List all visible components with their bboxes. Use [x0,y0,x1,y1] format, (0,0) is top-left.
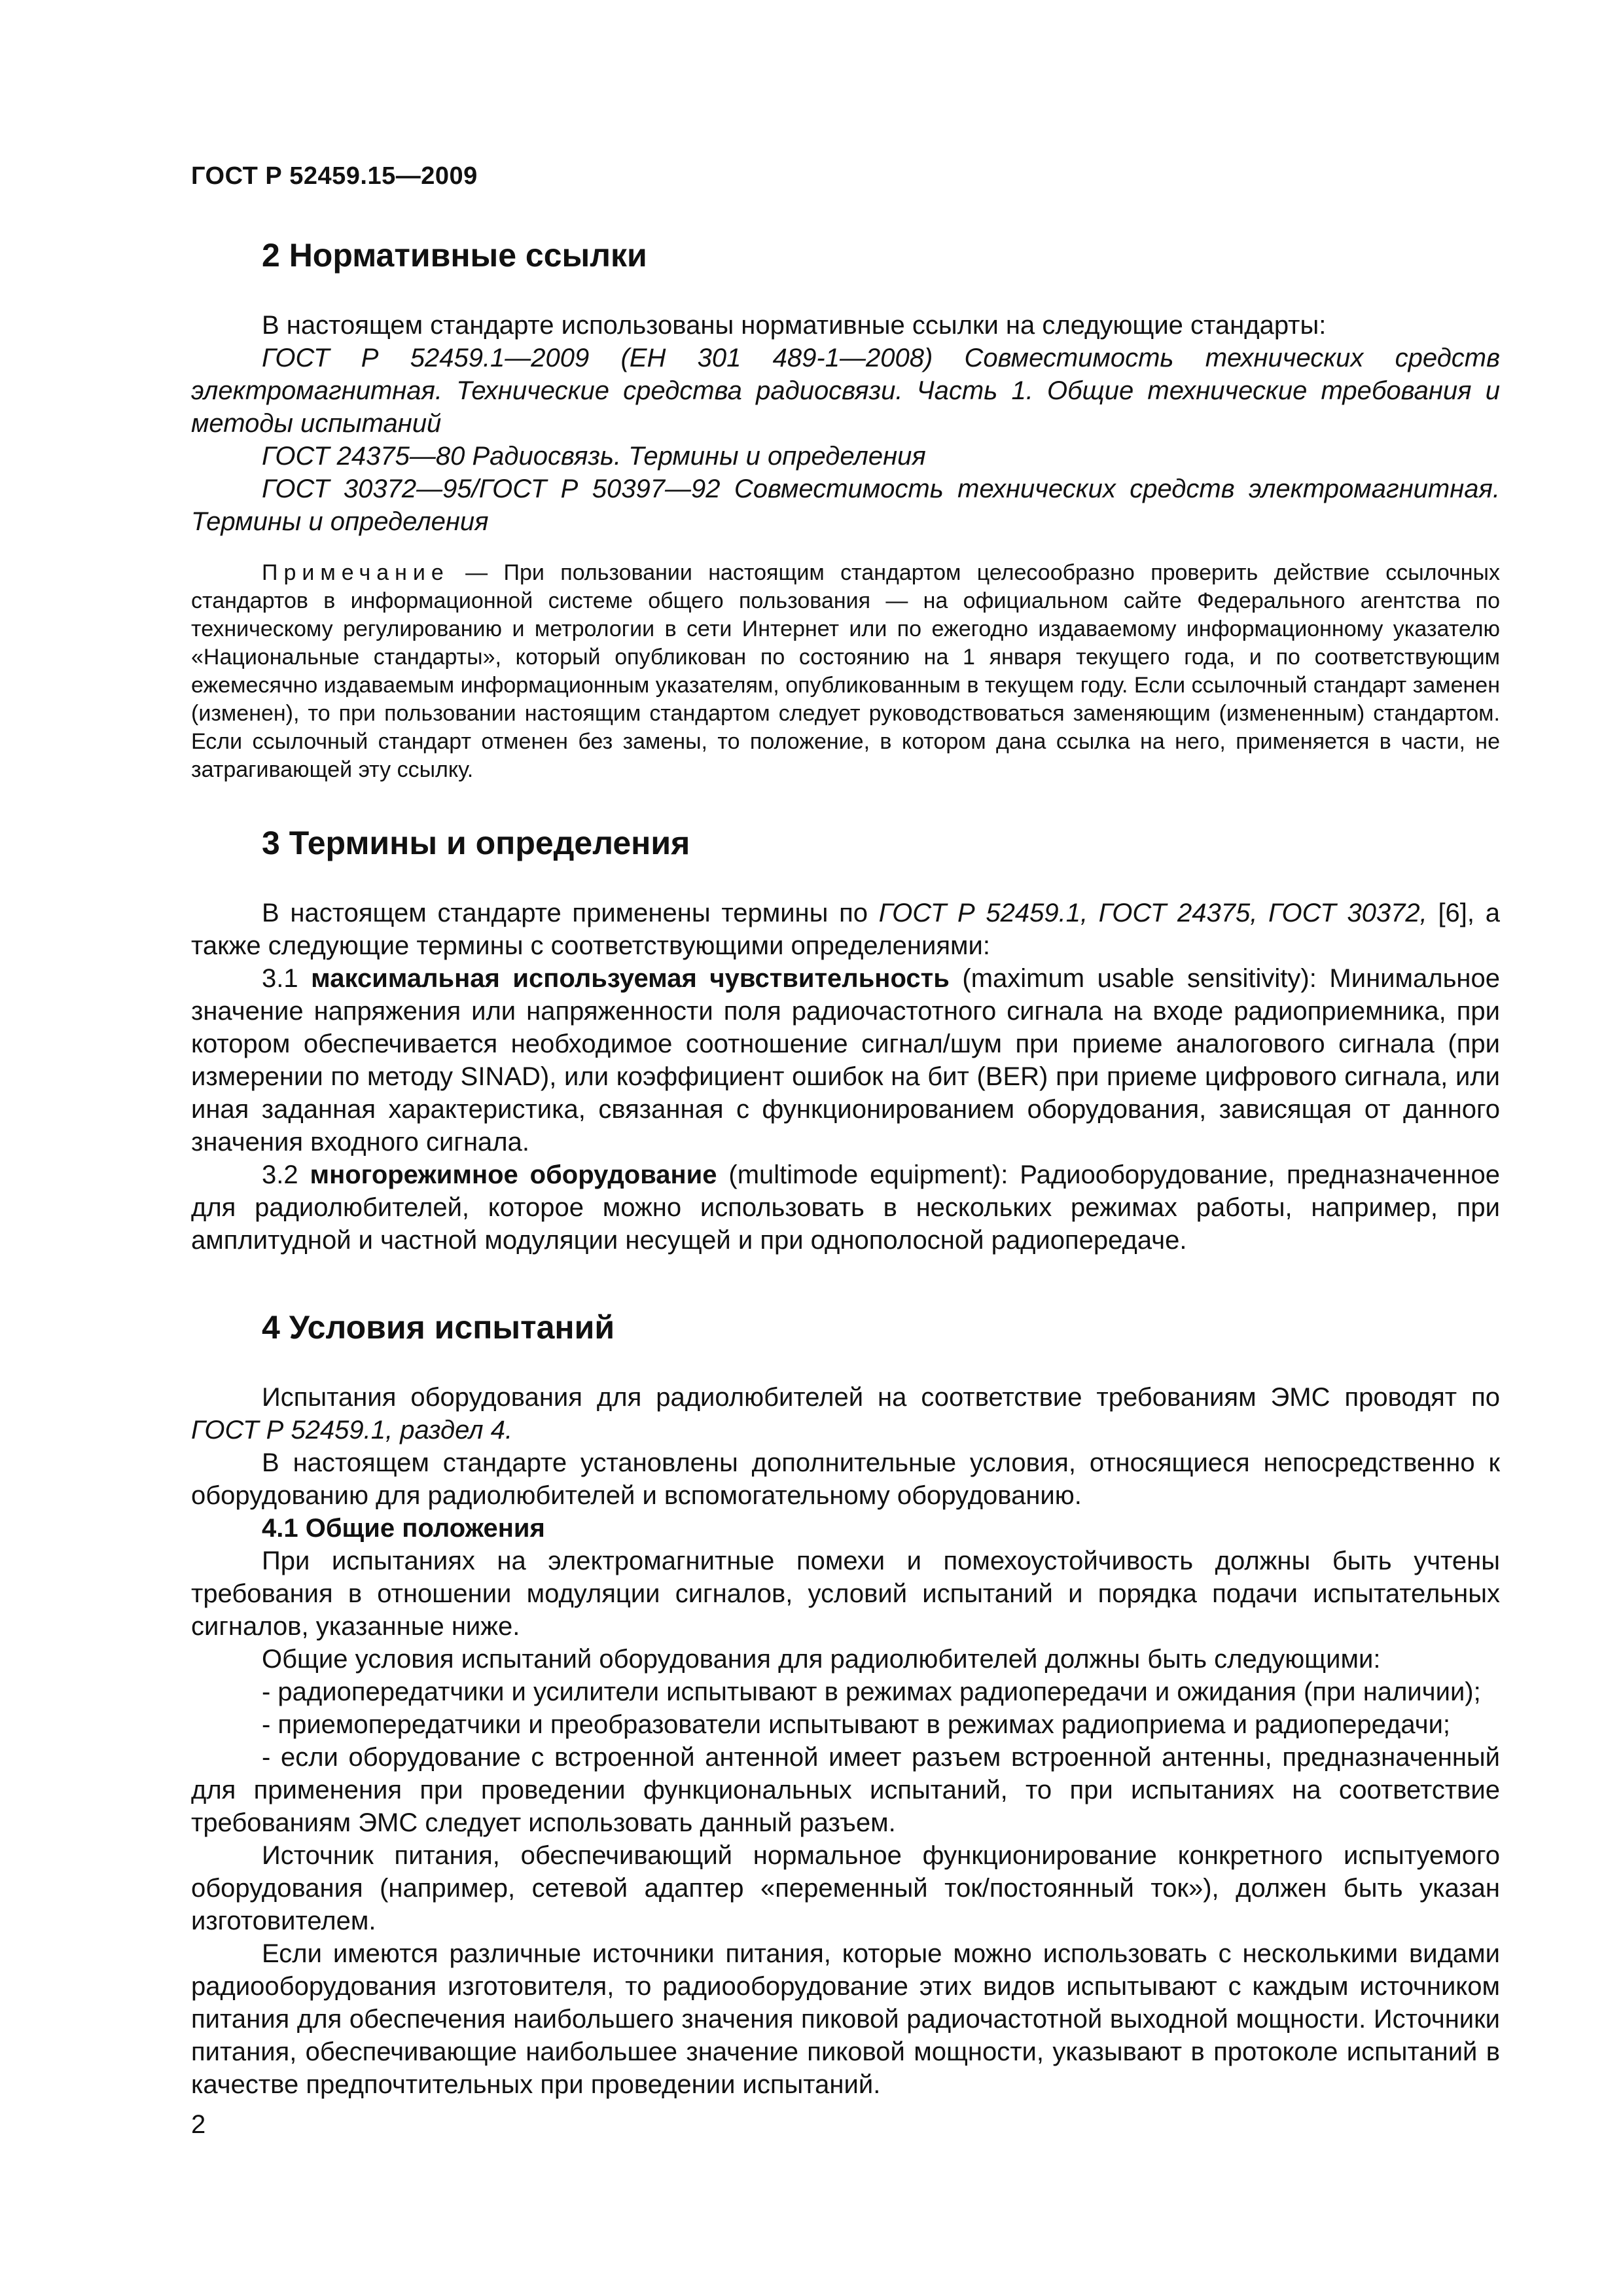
document-body [191,223,1500,2101]
list-item-1: - радиопередатчики и усилители испытывают в режимах радиопередачи и ожидания (при наличии); [262,1677,1481,1706]
section-3-title: 3 Термины и определения [262,825,690,861]
reference-3: ГОСТ 30372—95/ГОСТ Р 50397—92 Совместимость технических средств электромагнитная. Термины и определения [191,475,1500,536]
section-4-para-3: При испытаниях на электромагнитные помехи и помехоустойчивость должны быть учтены требования в отношении модуляции сигналов, условий испытаний и порядка подачи испытательных сигналов, указанные ниже. [191,1547,1500,1641]
document-code: ГОСТ Р 52459.15—2009 [191,162,478,190]
section-4-para-2: В настоящем стандарте установлены дополнительные условия, относящиеся непосредственно к оборудованию для радиолюбителей и вспомогательному оборудованию. [191,1448,1500,1510]
reference-1: ГОСТ Р 52459.1—2009 (ЕН 301 489-1—2008) Совместимость технических средств электромагнитная. Технические средства радиосвязи. Часть 1. Общие технические требования и методы испытаний [191,344,1500,438]
section-3-intro-refs: ГОСТ Р 52459.1, ГОСТ 24375, ГОСТ 30372, [878,899,1427,927]
term-3-1-number: 3.1 [262,964,312,993]
term-3-2-number: 3.2 [262,1160,310,1189]
section-4-para-1 [191,1381,1500,1446]
section-3-intro [191,897,1500,962]
section-4-para-1-ref: ГОСТ Р 52459.1, раздел 4. [191,1416,513,1444]
section-4-para-5: Источник питания, обеспечивающий нормальное функционирование конкретного испытуемого оборудования (например, сетевой адаптер «переменный ток/постоянный ток»), должен быть указан изготовителем. [191,1841,1500,1935]
term-3-2 [191,1158,1500,1257]
list-item-2: - приемопередатчики и преобразователи испытывают в режимах радиоприема и радиопередачи; [262,1710,1451,1739]
term-3-1-name: максимальная используемая чувствительность [311,964,950,993]
section-3-intro-text: В настоящем стандарте применены термины по [262,899,879,927]
section-4-para-4: Общие условия испытаний оборудования для радиолюбителей должны быть следующими: [262,1645,1381,1674]
term-3-2-definition: (multimode equipment): Радиооборудование, предназначенное для радиолюбителей, которое можно использовать в нескольких режимах работы, например, при амплитудной и частной модуляции несущей и при однополосной радиопередаче. [191,1160,1500,1255]
reference-2: ГОСТ 24375—80 Радиосвязь. Термины и определения [262,442,926,471]
section-3-intro-tail: [6], а также следующие термины с соответствующими определениями: [191,899,1500,960]
note [191,559,1500,784]
term-3-2-name: многорежимное оборудование [310,1160,717,1189]
page-number: 2 [191,2110,206,2139]
note-label: Примечание [262,560,450,585]
list-item-3: - если оборудование с встроенной антенной имеет разъем встроенной антенны, предназначенный для применения при проведении функциональных испытаний, то при испытаниях на соответствие требованиям ЭМС следует использовать данный разъем. [191,1743,1500,1837]
section-4-para-1-text: Испытания оборудования для радиолюбителей на соответствие требованиям ЭМС проводят по [262,1383,1500,1412]
section-2-intro: В настоящем стандарте использованы нормативные ссылки на следующие стандарты: [262,311,1327,340]
term-3-1 [191,962,1500,1158]
note-text: — При пользовании настоящим стандартом целесообразно проверить действие ссылочных стандартов в информационной системе общего пользования — на официальном сайте Федерального агентства по техническому регулированию и метрологии в сети Интернет или по ежегодно издаваемому информационному указателю «Национальные стандарты», который опубликован по состоянию на 1 января текущего года, и по соответствующим ежемесячно издаваемым информационным указателям, опубликованным в текущем году. Если ссылочный стандарт заменен (изменен), то при пользовании настоящим стандартом следует руководствоваться заменяющим (измененным) стандартом. Если ссылочный стандарт отменен без замены, то положение, в котором дана ссылка на него, применяется в части, не затрагивающей эту ссылку. [191,560,1500,782]
term-3-1-definition: (maximum usable sensitivity): Минимальное значение напряжения или напряженности поля радиочастотного сигнала на входе радиоприемника, при котором обеспечивается необходимое соотношение сигнал/шум при приеме аналогового сигнала (при измерении по методу SINAD), или коэффициент ошибок на бит (BER) при приеме цифрового сигнала, или иная заданная характеристика, связанная с функционированием оборудования, зависящая от данного значения входного сигнала. [191,964,1501,1157]
section-4-para-6: Если имеются различные источники питания, которые можно использовать с несколькими видами радиооборудования изготовителя, то радиооборудование этих видов испытывают с каждым источником питания для обеспечения наибольшего значения пиковой радиочастотной выходной мощности. Источники питания, обеспечивающие наибольшее значение пиковой мощности, указывают в протоколе испытаний в качестве предпочтительных при проведении испытаний. [191,1939,1500,2099]
section-2-title: 2 Нормативные ссылки [262,237,647,274]
subsection-4-1-title: 4.1 Общие положения [262,1514,545,1543]
section-4-title: 4 Условия испытаний [262,1309,615,1346]
